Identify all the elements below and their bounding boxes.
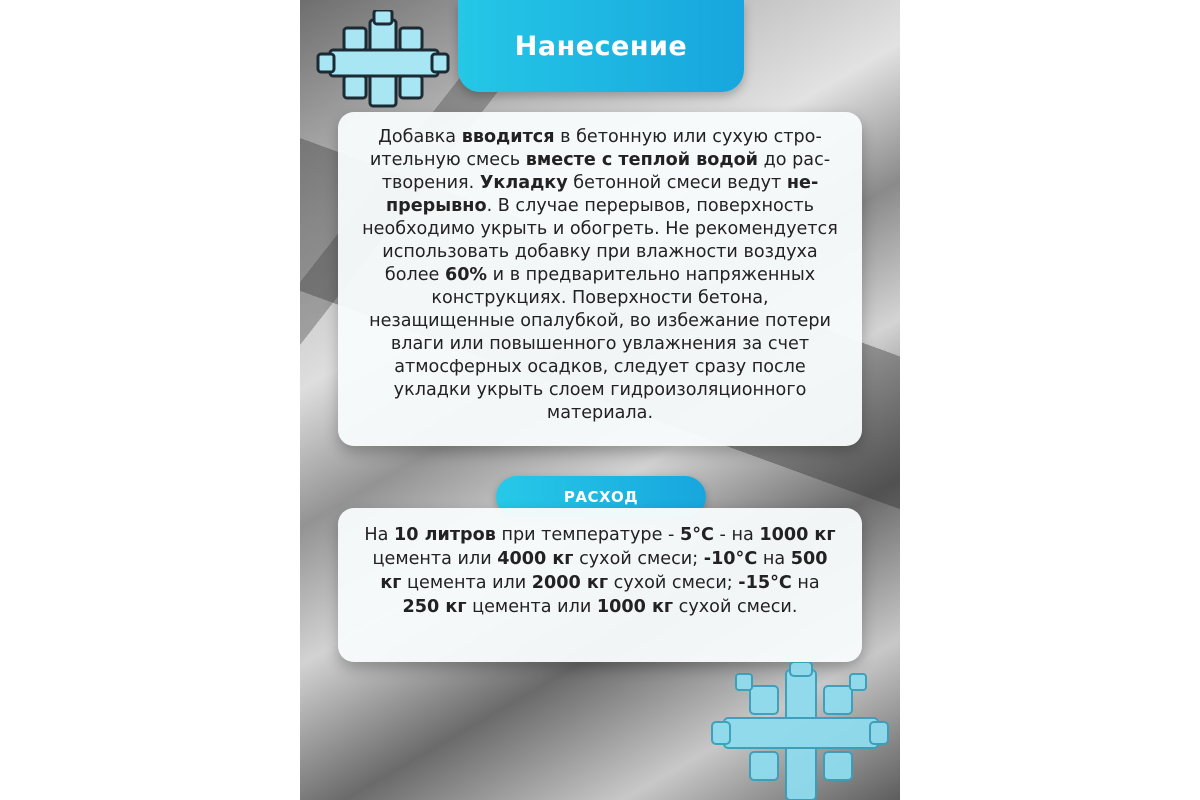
consumption-run: на	[757, 549, 791, 569]
consumption-run: сухой смеси.	[673, 597, 798, 617]
snowflake-icon	[710, 662, 890, 800]
application-run: Добавка	[378, 127, 462, 147]
page-title: Нанесение	[514, 30, 688, 62]
application-run: и в предварительно напряженных конструкциях. Поверхности бетона, незащищенные опалубкой, во избежание потери влаги или повышенного увлажнения за счет атмосферных осадков, следует сразу после укладки укрыть слоем гидроизоляционного материала.	[369, 265, 831, 423]
consumption-run: 1000 кг	[596, 597, 674, 617]
consumption-run: -10°С	[703, 549, 758, 569]
consumption-run: 10 литров	[394, 525, 496, 545]
consumption-card	[338, 508, 862, 662]
consumption-run: цемента или	[372, 549, 498, 569]
application-run: вводится	[461, 127, 555, 147]
consumption-run: сухой смеси;	[573, 549, 704, 569]
consumption-run: 500 кг	[380, 549, 828, 593]
application-run: 60%	[444, 265, 488, 285]
consumption-run: 5°С	[679, 525, 714, 545]
application-run: до растворения.	[381, 150, 831, 193]
consumption-run: 1000 кг	[759, 525, 836, 545]
application-run: в бетонную или сухую строительную смесь	[369, 127, 822, 170]
application-text	[338, 112, 862, 425]
poster	[300, 0, 900, 800]
consumption-run: цемента или	[466, 597, 597, 617]
consumption-run: На	[364, 525, 395, 545]
application-run: бетонной смеси ведут	[567, 173, 787, 193]
title-tab	[458, 0, 744, 92]
consumption-run: 2000 кг	[531, 573, 609, 593]
consumption-run: -15°С	[738, 573, 792, 593]
application-run: вместе с теплой водой	[525, 150, 758, 170]
application-run: непрерывно	[385, 173, 819, 216]
consumption-run: 250 кг	[402, 597, 467, 617]
consumption-run: - на	[713, 525, 760, 545]
consumption-run: на	[791, 573, 820, 593]
application-card	[338, 112, 862, 446]
snowflake-icon	[308, 10, 458, 115]
consumption-run: сухой смеси;	[608, 573, 739, 593]
consumption-run: цемента или	[401, 573, 532, 593]
consumption-label: РАСХОД	[563, 488, 639, 506]
consumption-text	[338, 508, 862, 619]
consumption-run: 4000 кг	[497, 549, 574, 569]
consumption-run: при температуре -	[495, 525, 680, 545]
application-run: Укладку	[479, 173, 568, 193]
application-run: . В случае перерывов, поверхность необходимо укрыть и обогреть. Не рекомендуется использовать добавку при влажности воздуха более	[362, 196, 838, 285]
